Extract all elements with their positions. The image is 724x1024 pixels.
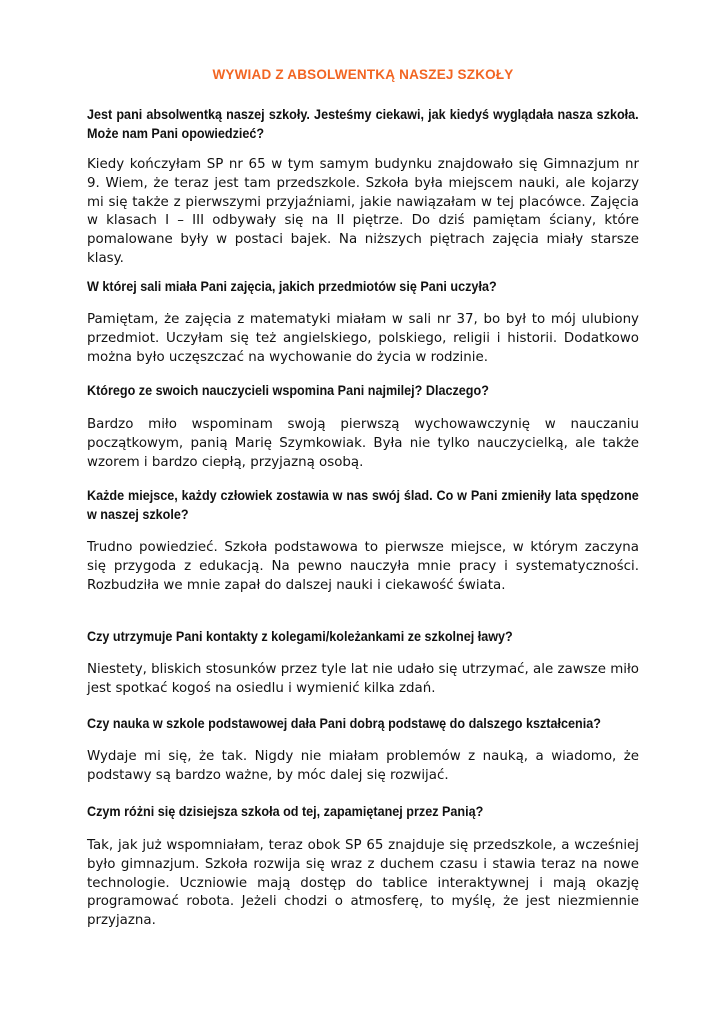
question-1: Jest pani absolwentką naszej szkoły. Jesteśmy ciekawi, jak kiedyś wyglądała nasza szkoła. Może nam Pani opowiedzieć?: [87, 106, 639, 141]
question-3: Którego ze swoich nauczycieli wspomina Pani najmilej? Dlaczego?: [87, 382, 489, 398]
answer-1: Kiedy kończyłam SP nr 65 w tym samym budynku znajdowało się Gimnazjum nr 9. Wiem, że teraz jest tam przedszkole. Szkoła była miejscem nauki, ale kojarzy mi się także z pierwszymi przyjaźniami, jakie nawiązałam w tej placówce. Zajęcia w klasach I – III odbywały się na II piętrze. Do dziś pamiętam ściany, które pomalowane były w postaci bajek. Na niższych piętrach zajęcia miały starsze klasy.: [87, 157, 639, 266]
question-7: Czym różni się dzisiejsza szkoła od tej, zapamiętanej przez Panią?: [87, 803, 484, 819]
answer-6: Wydaje mi się, że tak. Nigdy nie miałam problemów z nauką, a wiadomo, że podstawy są bardzo ważne, by móc dalej się rozwijać.: [87, 749, 639, 783]
document-title: WYWIAD Z ABSOLWENTKĄ NASZEJ SZKOŁY: [212, 67, 514, 82]
answer-3: Bardzo miło wspominam swoją pierwszą wychowawczynię w nauczaniu początkowym, panią Marię Szymkowiak. Była nie tylko nauczycielką, ale także wzorem i bardzo ciepłą, przyjazną osobą.: [87, 417, 639, 470]
answer-7: Tak, jak już wspomniałam, teraz obok SP 65 znajduje się przedszkole, a wcześniej było gimnazjum. Szkoła rozwija się wraz z duchem czasu i stawia teraz na nowe technologie. Uczniowie mają dostęp do tablice interaktywnej i mają okazję programować robota. Jeżeli chodzi o atmosferę, to myślę, że jest niezmiennie przyjazna.: [87, 838, 639, 929]
question-5: Czy utrzymuje Pani kontakty z kolegami/koleżankami ze szkolnej ławy?: [87, 628, 513, 644]
question-4: Każde miejsce, każdy człowiek zostawia w nas swój ślad. Co w Pani zmieniły lata spędzone w naszej szkole?: [87, 487, 639, 522]
question-2: W której sali miała Pani zajęcia, jakich przedmiotów się Pani uczyła?: [87, 278, 497, 294]
question-6: Czy nauka w szkole podstawowej dała Pani dobrą podstawę do dalszego kształcenia?: [87, 715, 601, 731]
answer-2: Pamiętam, że zajęcia z matematyki miałam w sali nr 37, bo był to mój ulubiony przedmiot. Uczyłam się też angielskiego, polskiego, religii i historii. Dodatkowo można było uczęszczać na wychowanie do życia w rodzinie.: [87, 312, 639, 365]
answer-5: Niestety, bliskich stosunków przez tyle lat nie udało się utrzymać, ale zawsze miło jest spotkać kogoś na osiedlu i wymienić kilka zdań.: [87, 662, 639, 696]
answer-4: Trudno powiedzieć. Szkoła podstawowa to pierwsze miejsce, w którym zaczyna się przygoda z edukacją. Na pewno nauczyła mnie pracy i systematyczności. Rozbudziła we mnie zapał do dalszej nauki i ciekawość świata.: [87, 540, 639, 593]
